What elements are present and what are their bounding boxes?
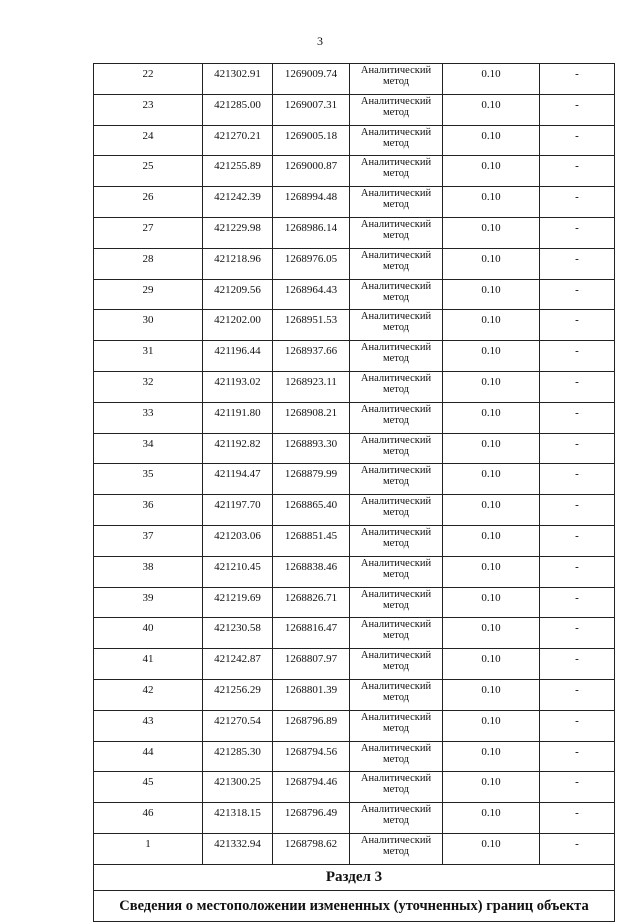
- table-row: [94, 587, 615, 618]
- precision-cell: 0.10: [443, 495, 540, 526]
- point-number-cell: 32: [94, 371, 203, 402]
- x-coordinate-cell: 421197.70: [203, 495, 273, 526]
- y-coordinate-cell: 1268937.66: [273, 341, 350, 372]
- point-number-cell: 31: [94, 341, 203, 372]
- description-cell: -: [540, 371, 615, 402]
- table-row: [94, 649, 615, 680]
- point-number-cell: 22: [94, 64, 203, 95]
- x-coordinate-cell: 421242.87: [203, 649, 273, 680]
- table-row: [94, 217, 615, 248]
- table-row: [94, 741, 615, 772]
- description-cell: -: [540, 741, 615, 772]
- x-coordinate-cell: 421318.15: [203, 803, 273, 834]
- method-cell: Аналитический метод: [350, 649, 443, 680]
- x-coordinate-cell: 421230.58: [203, 618, 273, 649]
- method-cell: Аналитический метод: [350, 741, 443, 772]
- method-cell: Аналитический метод: [350, 94, 443, 125]
- point-number-cell: 34: [94, 433, 203, 464]
- y-coordinate-cell: 1269000.87: [273, 156, 350, 187]
- table-row: [94, 94, 615, 125]
- method-cell: Аналитический метод: [350, 64, 443, 95]
- point-number-cell: 46: [94, 803, 203, 834]
- x-coordinate-cell: 421285.00: [203, 94, 273, 125]
- method-cell: Аналитический метод: [350, 402, 443, 433]
- description-cell: -: [540, 464, 615, 495]
- x-coordinate-cell: 421196.44: [203, 341, 273, 372]
- table-row: [94, 187, 615, 218]
- table-row: [94, 433, 615, 464]
- precision-cell: 0.10: [443, 772, 540, 803]
- point-number-cell: 24: [94, 125, 203, 156]
- y-coordinate-cell: 1268826.71: [273, 587, 350, 618]
- x-coordinate-cell: 421191.80: [203, 402, 273, 433]
- y-coordinate-cell: 1268807.97: [273, 649, 350, 680]
- section-subtitle-row: [94, 890, 615, 921]
- coordinates-table: [93, 63, 615, 922]
- precision-cell: 0.10: [443, 556, 540, 587]
- method-cell: Аналитический метод: [350, 803, 443, 834]
- point-number-cell: 29: [94, 279, 203, 310]
- point-number-cell: 30: [94, 310, 203, 341]
- description-cell: -: [540, 64, 615, 95]
- table-row: [94, 525, 615, 556]
- y-coordinate-cell: 1268796.49: [273, 803, 350, 834]
- y-coordinate-cell: 1269009.74: [273, 64, 350, 95]
- coordinates-table-body: [94, 64, 615, 865]
- section-subtitle: Сведения о местоположении измененных (уточненных) границ объекта: [94, 890, 615, 921]
- precision-cell: 0.10: [443, 587, 540, 618]
- table-row: [94, 556, 615, 587]
- x-coordinate-cell: 421193.02: [203, 371, 273, 402]
- table-row: [94, 402, 615, 433]
- y-coordinate-cell: 1269005.18: [273, 125, 350, 156]
- method-cell: Аналитический метод: [350, 248, 443, 279]
- description-cell: -: [540, 125, 615, 156]
- point-number-cell: 45: [94, 772, 203, 803]
- method-cell: Аналитический метод: [350, 525, 443, 556]
- y-coordinate-cell: 1269007.31: [273, 94, 350, 125]
- x-coordinate-cell: 421194.47: [203, 464, 273, 495]
- table-row: [94, 803, 615, 834]
- table-row: [94, 495, 615, 526]
- precision-cell: 0.10: [443, 156, 540, 187]
- x-coordinate-cell: 421218.96: [203, 248, 273, 279]
- y-coordinate-cell: 1268976.05: [273, 248, 350, 279]
- precision-cell: 0.10: [443, 710, 540, 741]
- description-cell: -: [540, 156, 615, 187]
- description-cell: -: [540, 310, 615, 341]
- method-cell: Аналитический метод: [350, 464, 443, 495]
- description-cell: -: [540, 710, 615, 741]
- description-cell: -: [540, 649, 615, 680]
- y-coordinate-cell: 1268798.62: [273, 833, 350, 864]
- precision-cell: 0.10: [443, 649, 540, 680]
- precision-cell: 0.10: [443, 433, 540, 464]
- x-coordinate-cell: 421256.29: [203, 679, 273, 710]
- x-coordinate-cell: 421202.00: [203, 310, 273, 341]
- point-number-cell: 39: [94, 587, 203, 618]
- y-coordinate-cell: 1268986.14: [273, 217, 350, 248]
- point-number-cell: 40: [94, 618, 203, 649]
- table-row: [94, 371, 615, 402]
- point-number-cell: 38: [94, 556, 203, 587]
- x-coordinate-cell: 421255.89: [203, 156, 273, 187]
- method-cell: Аналитический метод: [350, 772, 443, 803]
- section-block: [94, 864, 615, 921]
- method-cell: Аналитический метод: [350, 187, 443, 218]
- description-cell: -: [540, 217, 615, 248]
- y-coordinate-cell: 1268801.39: [273, 679, 350, 710]
- x-coordinate-cell: 421270.54: [203, 710, 273, 741]
- method-cell: Аналитический метод: [350, 217, 443, 248]
- precision-cell: 0.10: [443, 618, 540, 649]
- point-number-cell: 28: [94, 248, 203, 279]
- x-coordinate-cell: 421210.45: [203, 556, 273, 587]
- description-cell: -: [540, 556, 615, 587]
- precision-cell: 0.10: [443, 464, 540, 495]
- description-cell: -: [540, 433, 615, 464]
- point-number-cell: 23: [94, 94, 203, 125]
- table-row: [94, 248, 615, 279]
- table-row: [94, 679, 615, 710]
- precision-cell: 0.10: [443, 187, 540, 218]
- point-number-cell: 27: [94, 217, 203, 248]
- point-number-cell: 33: [94, 402, 203, 433]
- description-cell: -: [540, 279, 615, 310]
- table-row: [94, 833, 615, 864]
- point-number-cell: 37: [94, 525, 203, 556]
- precision-cell: 0.10: [443, 833, 540, 864]
- table-row: [94, 341, 615, 372]
- y-coordinate-cell: 1268794.56: [273, 741, 350, 772]
- description-cell: -: [540, 587, 615, 618]
- description-cell: -: [540, 248, 615, 279]
- point-number-cell: 25: [94, 156, 203, 187]
- point-number-cell: 41: [94, 649, 203, 680]
- table-row: [94, 464, 615, 495]
- method-cell: Аналитический метод: [350, 587, 443, 618]
- point-number-cell: 36: [94, 495, 203, 526]
- precision-cell: 0.10: [443, 279, 540, 310]
- description-cell: -: [540, 618, 615, 649]
- method-cell: Аналитический метод: [350, 371, 443, 402]
- y-coordinate-cell: 1268816.47: [273, 618, 350, 649]
- x-coordinate-cell: 421332.94: [203, 833, 273, 864]
- y-coordinate-cell: 1268865.40: [273, 495, 350, 526]
- y-coordinate-cell: 1268994.48: [273, 187, 350, 218]
- x-coordinate-cell: 421192.82: [203, 433, 273, 464]
- y-coordinate-cell: 1268879.99: [273, 464, 350, 495]
- x-coordinate-cell: 421285.30: [203, 741, 273, 772]
- point-number-cell: 26: [94, 187, 203, 218]
- precision-cell: 0.10: [443, 371, 540, 402]
- table-row: [94, 772, 615, 803]
- method-cell: Аналитический метод: [350, 679, 443, 710]
- x-coordinate-cell: 421242.39: [203, 187, 273, 218]
- description-cell: -: [540, 772, 615, 803]
- point-number-cell: 42: [94, 679, 203, 710]
- y-coordinate-cell: 1268838.46: [273, 556, 350, 587]
- description-cell: -: [540, 525, 615, 556]
- method-cell: Аналитический метод: [350, 710, 443, 741]
- section-title-row: [94, 864, 615, 890]
- y-coordinate-cell: 1268923.11: [273, 371, 350, 402]
- description-cell: -: [540, 833, 615, 864]
- x-coordinate-cell: 421209.56: [203, 279, 273, 310]
- table-row: [94, 710, 615, 741]
- precision-cell: 0.10: [443, 741, 540, 772]
- x-coordinate-cell: 421229.98: [203, 217, 273, 248]
- point-number-cell: 1: [94, 833, 203, 864]
- x-coordinate-cell: 421219.69: [203, 587, 273, 618]
- method-cell: Аналитический метод: [350, 433, 443, 464]
- y-coordinate-cell: 1268796.89: [273, 710, 350, 741]
- description-cell: -: [540, 495, 615, 526]
- method-cell: Аналитический метод: [350, 341, 443, 372]
- precision-cell: 0.10: [443, 803, 540, 834]
- method-cell: Аналитический метод: [350, 556, 443, 587]
- page-number: 3: [317, 34, 323, 48]
- method-cell: Аналитический метод: [350, 156, 443, 187]
- method-cell: Аналитический метод: [350, 495, 443, 526]
- method-cell: Аналитический метод: [350, 833, 443, 864]
- table-row: [94, 279, 615, 310]
- table-row: [94, 156, 615, 187]
- precision-cell: 0.10: [443, 64, 540, 95]
- y-coordinate-cell: 1268851.45: [273, 525, 350, 556]
- point-number-cell: 44: [94, 741, 203, 772]
- description-cell: -: [540, 187, 615, 218]
- y-coordinate-cell: 1268794.46: [273, 772, 350, 803]
- precision-cell: 0.10: [443, 402, 540, 433]
- point-number-cell: 35: [94, 464, 203, 495]
- precision-cell: 0.10: [443, 679, 540, 710]
- description-cell: -: [540, 679, 615, 710]
- table-row: [94, 64, 615, 95]
- description-cell: -: [540, 803, 615, 834]
- description-cell: -: [540, 402, 615, 433]
- method-cell: Аналитический метод: [350, 618, 443, 649]
- x-coordinate-cell: 421270.21: [203, 125, 273, 156]
- y-coordinate-cell: 1268908.21: [273, 402, 350, 433]
- method-cell: Аналитический метод: [350, 125, 443, 156]
- precision-cell: 0.10: [443, 125, 540, 156]
- y-coordinate-cell: 1268951.53: [273, 310, 350, 341]
- point-number-cell: 43: [94, 710, 203, 741]
- method-cell: Аналитический метод: [350, 310, 443, 341]
- precision-cell: 0.10: [443, 341, 540, 372]
- table-row: [94, 310, 615, 341]
- description-cell: -: [540, 341, 615, 372]
- table-row: [94, 618, 615, 649]
- precision-cell: 0.10: [443, 94, 540, 125]
- description-cell: -: [540, 94, 615, 125]
- precision-cell: 0.10: [443, 248, 540, 279]
- precision-cell: 0.10: [443, 525, 540, 556]
- section-title: Раздел 3: [94, 864, 615, 890]
- x-coordinate-cell: 421300.25: [203, 772, 273, 803]
- precision-cell: 0.10: [443, 217, 540, 248]
- method-cell: Аналитический метод: [350, 279, 443, 310]
- x-coordinate-cell: 421302.91: [203, 64, 273, 95]
- precision-cell: 0.10: [443, 310, 540, 341]
- x-coordinate-cell: 421203.06: [203, 525, 273, 556]
- y-coordinate-cell: 1268964.43: [273, 279, 350, 310]
- y-coordinate-cell: 1268893.30: [273, 433, 350, 464]
- table-row: [94, 125, 615, 156]
